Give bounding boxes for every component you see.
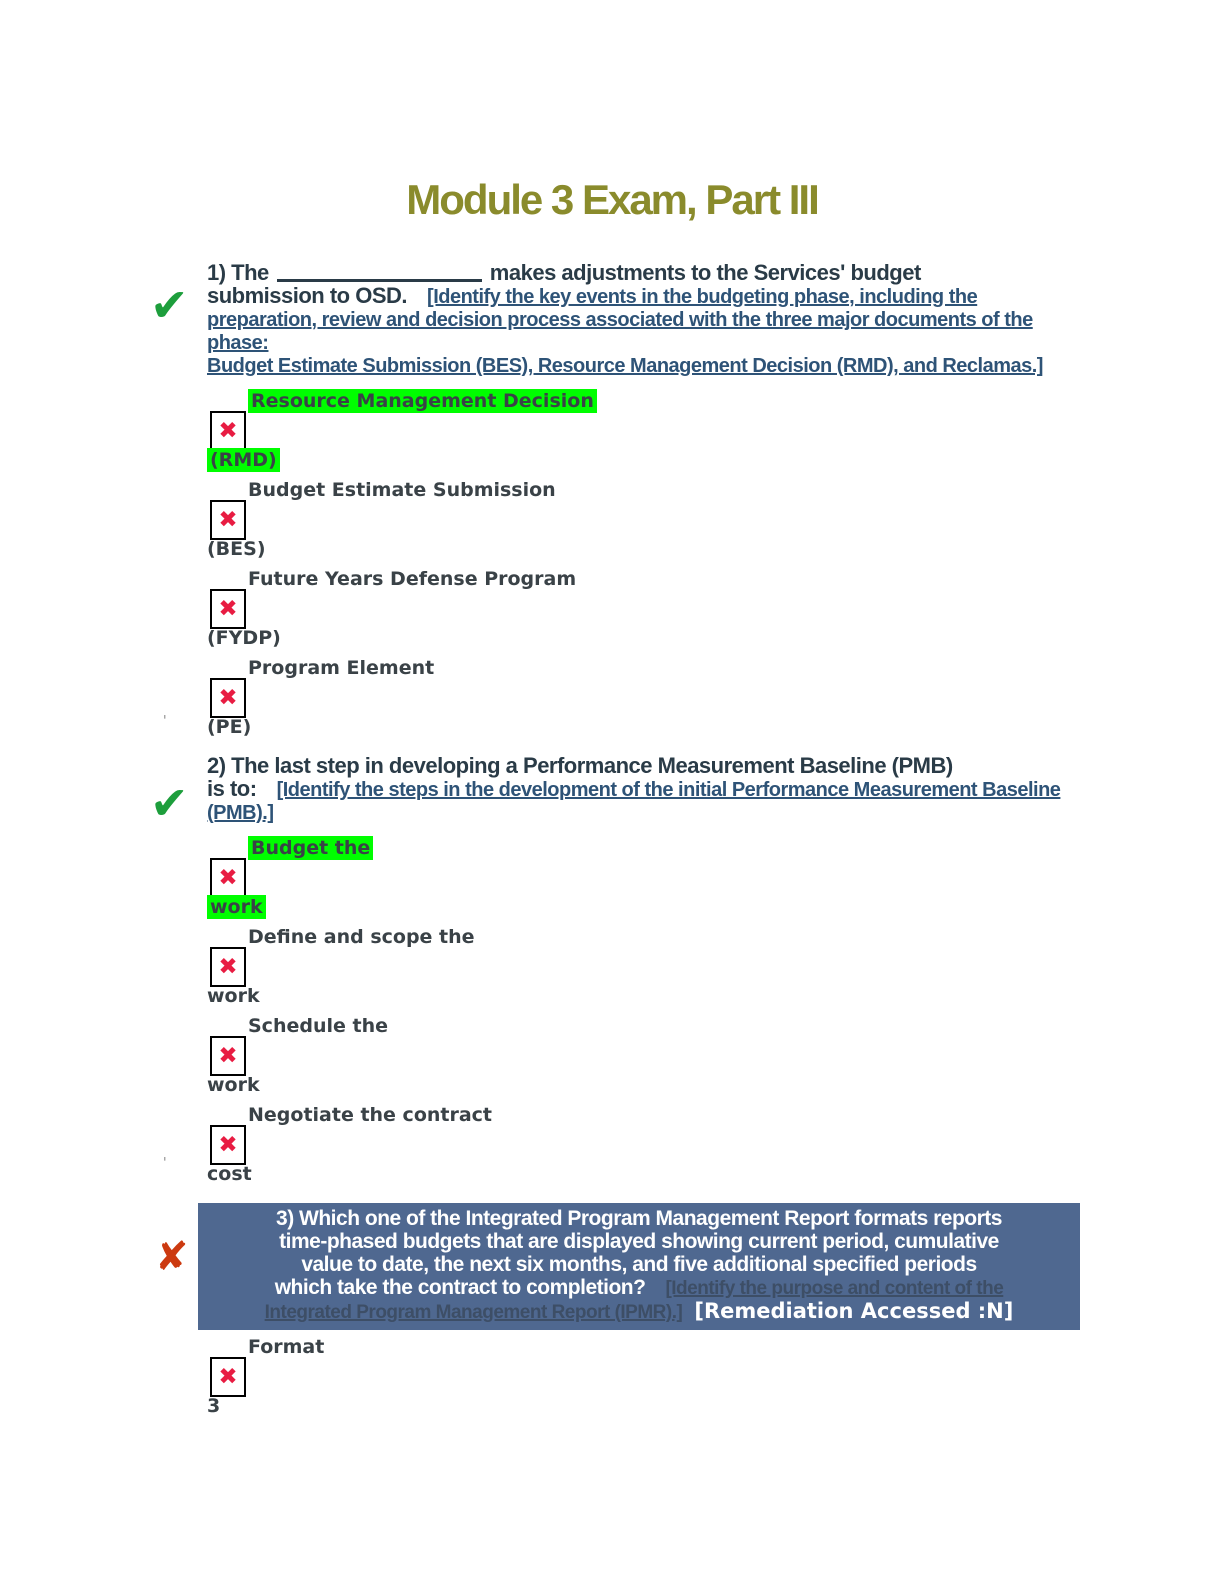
question-1-line1 bbox=[207, 260, 1087, 284]
option-text-line2: (BES) bbox=[207, 538, 266, 560]
question-1-text bbox=[207, 260, 1087, 378]
question-3-line2: time-phased budgets that are displayed showing current period, cumulative bbox=[279, 1230, 999, 1253]
option-text bbox=[207, 625, 1087, 651]
question-3-text-panel bbox=[198, 1203, 1080, 1330]
option-text-line2: work bbox=[207, 985, 260, 1007]
answer-checkbox[interactable] bbox=[210, 947, 246, 987]
answer-checkbox[interactable] bbox=[210, 411, 246, 451]
stray-mark: ' bbox=[163, 1156, 167, 1171]
x-mark-icon: ✖ bbox=[218, 954, 238, 980]
question-1-line1-post: makes adjustments to the Services' budget bbox=[489, 260, 921, 285]
answer-option-define-scope bbox=[207, 924, 1087, 1009]
option-text-line1: Resource Management Decision bbox=[248, 389, 597, 413]
x-mark-icon: ✖ bbox=[218, 1043, 238, 1069]
correct-checkmark-icon: ✔ bbox=[150, 776, 189, 830]
option-text-line1: Program Element bbox=[248, 657, 435, 679]
x-mark-icon: ✖ bbox=[218, 507, 238, 533]
question-2-objective-link[interactable]: [Identify the steps in the development of the initial Performance Measurement Baseline bbox=[276, 779, 1061, 801]
answer-checkbox[interactable] bbox=[210, 500, 246, 540]
question-3-line4 bbox=[208, 1276, 1070, 1300]
question-3 bbox=[155, 1200, 1087, 1423]
answer-option-fydp bbox=[207, 566, 1087, 651]
option-text bbox=[207, 1161, 1087, 1187]
answer-option-negotiate bbox=[207, 1102, 1087, 1187]
option-text bbox=[207, 1013, 1087, 1040]
question-2-line2 bbox=[207, 777, 1087, 802]
option-text bbox=[207, 1102, 1087, 1129]
blank-underline bbox=[277, 260, 482, 282]
x-mark-icon: ✖ bbox=[218, 1364, 238, 1390]
option-text-line1: Schedule the bbox=[248, 1015, 388, 1037]
question-2-objective-link[interactable]: (PMB).] bbox=[207, 802, 274, 824]
page-title: Module 3 Exam, Part III bbox=[406, 176, 818, 223]
option-text-line1: Budget Estimate Submission bbox=[248, 479, 556, 501]
x-mark-icon: ✖ bbox=[218, 596, 238, 622]
answer-option-format-3 bbox=[207, 1334, 1087, 1419]
option-text-line2: (FYDP) bbox=[207, 627, 281, 649]
option-text bbox=[207, 835, 1087, 862]
option-text bbox=[207, 536, 1087, 562]
question-2-text bbox=[207, 754, 1087, 825]
question-3-line3: value to date, the next six months, and five additional specified periods bbox=[301, 1253, 977, 1276]
answer-checkbox[interactable] bbox=[210, 1125, 246, 1165]
question-2 bbox=[150, 753, 1087, 1191]
option-text bbox=[207, 714, 1087, 740]
option-text bbox=[207, 1334, 1087, 1361]
option-text-line2: work bbox=[207, 895, 266, 919]
correct-checkmark-icon: ✔ bbox=[150, 278, 189, 332]
option-text bbox=[207, 447, 1087, 473]
question-3-line5 bbox=[208, 1300, 1070, 1324]
question-3-objective-link[interactable]: [Identify the purpose and content of the bbox=[665, 1278, 1004, 1299]
option-text bbox=[207, 1072, 1087, 1098]
answer-option-budget-the-work bbox=[207, 835, 1087, 920]
remediation-accessed-label: [Remediation Accessed :N] bbox=[694, 1299, 1014, 1323]
option-text bbox=[207, 894, 1087, 920]
question-1 bbox=[150, 260, 1087, 744]
option-text-line2: 3 bbox=[207, 1395, 221, 1417]
option-text bbox=[207, 477, 1087, 504]
option-text bbox=[207, 924, 1087, 951]
answer-option-bes bbox=[207, 477, 1087, 562]
answer-option-schedule bbox=[207, 1013, 1087, 1098]
option-text-line1: Future Years Defense Program bbox=[248, 568, 577, 590]
option-text-line2: (RMD) bbox=[207, 448, 280, 472]
answer-checkbox[interactable] bbox=[210, 678, 246, 718]
option-text bbox=[207, 388, 1087, 415]
stray-mark: ' bbox=[163, 714, 167, 729]
answer-checkbox[interactable] bbox=[210, 589, 246, 629]
answer-checkbox[interactable] bbox=[210, 1036, 246, 1076]
answer-checkbox[interactable] bbox=[210, 858, 246, 898]
option-text-line1: Format bbox=[248, 1336, 325, 1358]
question-3-objective-link[interactable]: Integrated Program Management Report (IPMR).] bbox=[264, 1302, 683, 1323]
option-text bbox=[207, 1393, 1087, 1419]
answer-option-rmd bbox=[207, 388, 1087, 473]
question-1-objective-link[interactable]: [Identify the key events in the budgeting phase, including the bbox=[427, 286, 978, 308]
question-1-objective-link[interactable]: Budget Estimate Submission (BES), Resource Management Decision (RMD), and Reclamas.] bbox=[207, 355, 1043, 377]
option-text-line1: Define and scope the bbox=[248, 926, 475, 948]
x-mark-icon: ✖ bbox=[218, 685, 238, 711]
option-text bbox=[207, 655, 1087, 682]
answer-option-pe bbox=[207, 655, 1087, 740]
question-1-line2-plain: submission to OSD. bbox=[207, 283, 408, 308]
option-text-line2: cost bbox=[207, 1163, 252, 1185]
question-1-line2 bbox=[207, 284, 1087, 309]
option-text-line2: (PE) bbox=[207, 716, 252, 738]
incorrect-x-icon: ✘ bbox=[155, 1234, 189, 1280]
question-2-line2-plain: is to: bbox=[207, 776, 257, 801]
question-2-options bbox=[207, 835, 1087, 1187]
question-1-options bbox=[207, 388, 1087, 740]
option-text-line2: work bbox=[207, 1074, 260, 1096]
question-3-line4-plain: which take the contract to completion? bbox=[274, 1276, 646, 1299]
question-3-line1: 3) Which one of the Integrated Program Management Report formats reports bbox=[276, 1207, 1002, 1230]
option-text-line1: Negotiate the contract bbox=[248, 1104, 493, 1126]
answer-checkbox[interactable] bbox=[210, 1357, 246, 1397]
question-1-objective-link[interactable]: preparation, review and decision process associated with the three major documents of the phase: bbox=[207, 309, 1033, 354]
x-mark-icon: ✖ bbox=[218, 418, 238, 444]
question-3-options bbox=[207, 1334, 1087, 1419]
question-2-line1: 2) The last step in developing a Performance Measurement Baseline (PMB) bbox=[207, 753, 953, 778]
question-1-line1-pre: 1) The bbox=[207, 260, 269, 285]
x-mark-icon: ✖ bbox=[218, 1132, 238, 1158]
option-text-line1: Budget the bbox=[248, 836, 373, 860]
x-mark-icon: ✖ bbox=[218, 865, 238, 891]
option-text bbox=[207, 983, 1087, 1009]
option-text bbox=[207, 566, 1087, 593]
